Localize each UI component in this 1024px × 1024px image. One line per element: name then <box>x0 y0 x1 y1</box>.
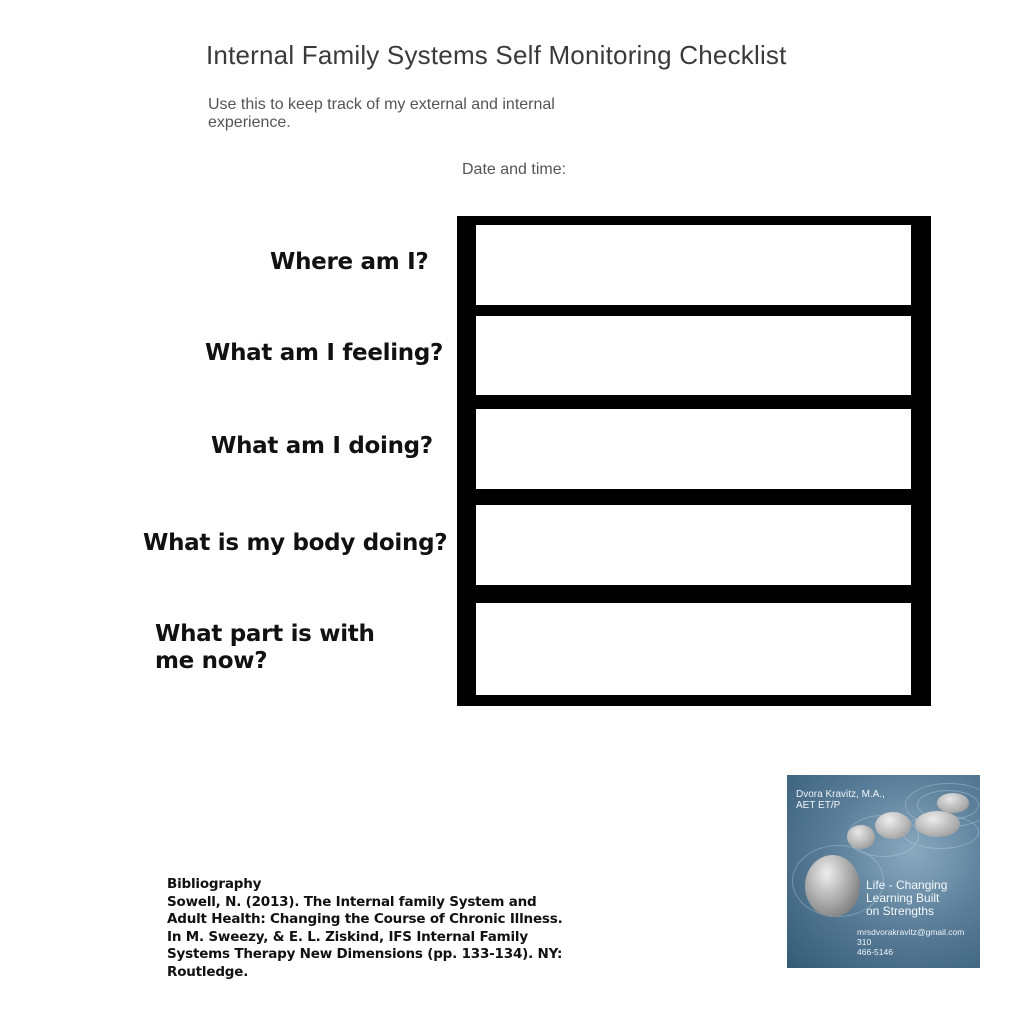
answer-box-feeling[interactable] <box>476 316 911 395</box>
answer-box-body[interactable] <box>476 505 911 585</box>
page-subtitle: Use this to keep track of my external and internal experience. <box>208 96 555 131</box>
card-tagline-line: Life - Changing <box>866 878 948 892</box>
card-phone-number: 466-5146 <box>857 947 893 957</box>
answer-box-part[interactable] <box>476 603 911 695</box>
bibliography-heading: Bibliography <box>167 876 262 892</box>
card-name <box>796 789 885 811</box>
card-tagline-line: on Strengths <box>866 904 935 918</box>
page-title: Internal Family Systems Self Monitoring Checklist <box>206 40 787 70</box>
stone-icon <box>937 793 969 813</box>
question-where-label: Where am I? <box>270 249 429 275</box>
stone-icon <box>805 855 860 917</box>
card-phone-area: 310 <box>857 937 872 947</box>
checklist-grid <box>457 216 931 706</box>
question-body-label: What is my body doing? <box>143 530 448 556</box>
stone-icon <box>847 825 875 849</box>
stone-icon <box>875 812 911 839</box>
bibliography <box>167 876 567 981</box>
card-contact <box>857 927 964 957</box>
date-time-label: Date and time: <box>462 161 567 178</box>
business-card <box>787 775 980 968</box>
question-part-label: What part is with me now? <box>155 621 375 674</box>
card-credentials-line: AET ET/P <box>796 800 841 811</box>
question-feeling-label: What am I feeling? <box>205 340 444 366</box>
answer-box-where[interactable] <box>476 225 911 305</box>
card-tagline <box>866 879 947 918</box>
bibliography-text: Sowell, N. (2013). The Internal family System and Adult Health: Changing the Course of Chronic Illness. In M. Sweezy, & E. L. Ziskind, IFS Internal Family Systems Therapy New Dimensions (pp. 133-134). NY: Routledge. <box>167 893 563 980</box>
card-name-line: Dvora Kravitz, M.A., <box>796 789 885 800</box>
question-doing-label: What am I doing? <box>211 433 433 459</box>
stone-icon <box>915 811 960 837</box>
card-email: mrsdvorakravitz@gmail.com <box>857 927 965 937</box>
answer-box-doing[interactable] <box>476 409 911 489</box>
card-tagline-line: Learning Built <box>866 891 940 905</box>
